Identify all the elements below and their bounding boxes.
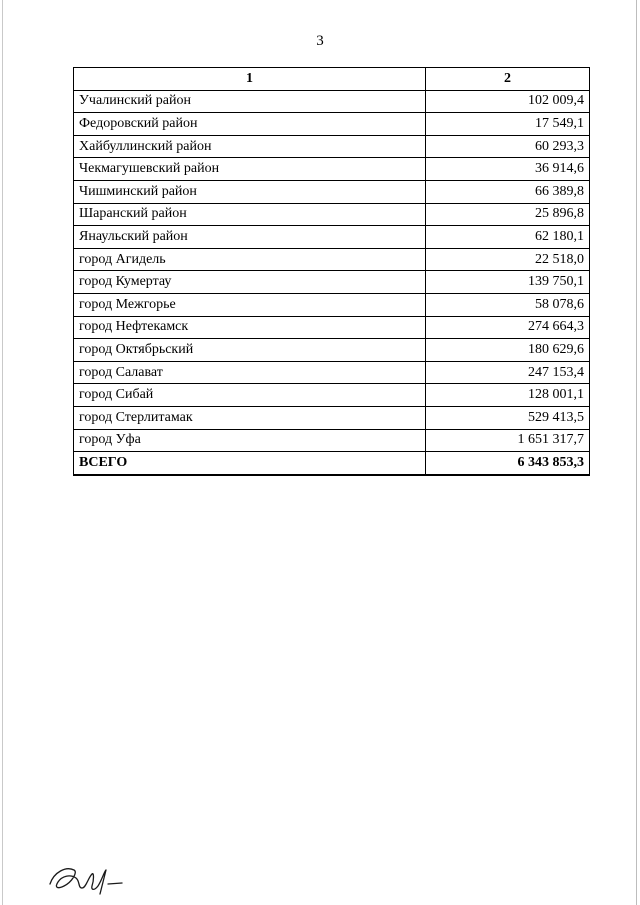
table-row <box>74 429 590 452</box>
row-name: город Стерлитамак <box>74 406 426 429</box>
page-number: 3 <box>316 33 324 49</box>
row-value: 139 750,1 <box>426 271 590 294</box>
row-value: 274 664,3 <box>426 316 590 339</box>
table-row <box>74 180 590 203</box>
row-name: город Сибай <box>74 384 426 407</box>
total-value: 6 343 853,3 <box>426 452 590 475</box>
row-name: Хайбуллинский район <box>74 135 426 158</box>
row-value: 22 518,0 <box>426 248 590 271</box>
row-name: Чекмагушевский район <box>74 158 426 181</box>
table-row <box>74 293 590 316</box>
table-row <box>74 113 590 136</box>
page-edge-right <box>636 0 637 905</box>
row-name: Шаранский район <box>74 203 426 226</box>
row-value: 25 896,8 <box>426 203 590 226</box>
row-value: 17 549,1 <box>426 113 590 136</box>
handwritten-signature <box>44 858 134 898</box>
table-row <box>74 316 590 339</box>
row-value: 36 914,6 <box>426 158 590 181</box>
row-value: 66 389,8 <box>426 180 590 203</box>
table-row <box>74 384 590 407</box>
row-value: 247 153,4 <box>426 361 590 384</box>
row-name: Учалинский район <box>74 90 426 113</box>
row-value: 102 009,4 <box>426 90 590 113</box>
row-name: город Кумертау <box>74 271 426 294</box>
data-table <box>73 67 590 476</box>
table-row <box>74 361 590 384</box>
table-row <box>74 271 590 294</box>
row-name: Федоровский район <box>74 113 426 136</box>
row-name: город Агидель <box>74 248 426 271</box>
row-value: 529 413,5 <box>426 406 590 429</box>
row-name: город Нефтекамск <box>74 316 426 339</box>
row-name: Янаульский район <box>74 226 426 249</box>
table-row <box>74 158 590 181</box>
table-row <box>74 248 590 271</box>
page-edge-left <box>2 0 3 905</box>
row-name: город Октябрьский <box>74 339 426 362</box>
table-total-row <box>74 452 590 475</box>
row-name: город Уфа <box>74 429 426 452</box>
table-row <box>74 203 590 226</box>
signature-tail <box>108 883 122 884</box>
table-row <box>74 90 590 113</box>
table-row <box>74 339 590 362</box>
signature-stroke <box>50 869 106 894</box>
row-value: 60 293,3 <box>426 135 590 158</box>
row-name: город Салават <box>74 361 426 384</box>
table-body <box>74 90 590 475</box>
column-header-1: 1 <box>74 68 426 91</box>
row-value: 1 651 317,7 <box>426 429 590 452</box>
row-value: 62 180,1 <box>426 226 590 249</box>
row-value: 180 629,6 <box>426 339 590 362</box>
row-name: Чишминский район <box>74 180 426 203</box>
table-row <box>74 135 590 158</box>
row-value: 128 001,1 <box>426 384 590 407</box>
row-name: город Межгорье <box>74 293 426 316</box>
total-label: ВСЕГО <box>74 452 426 475</box>
table-row <box>74 406 590 429</box>
table-row <box>74 226 590 249</box>
column-header-2: 2 <box>426 68 590 91</box>
table-header-row <box>74 68 590 91</box>
row-value: 58 078,6 <box>426 293 590 316</box>
